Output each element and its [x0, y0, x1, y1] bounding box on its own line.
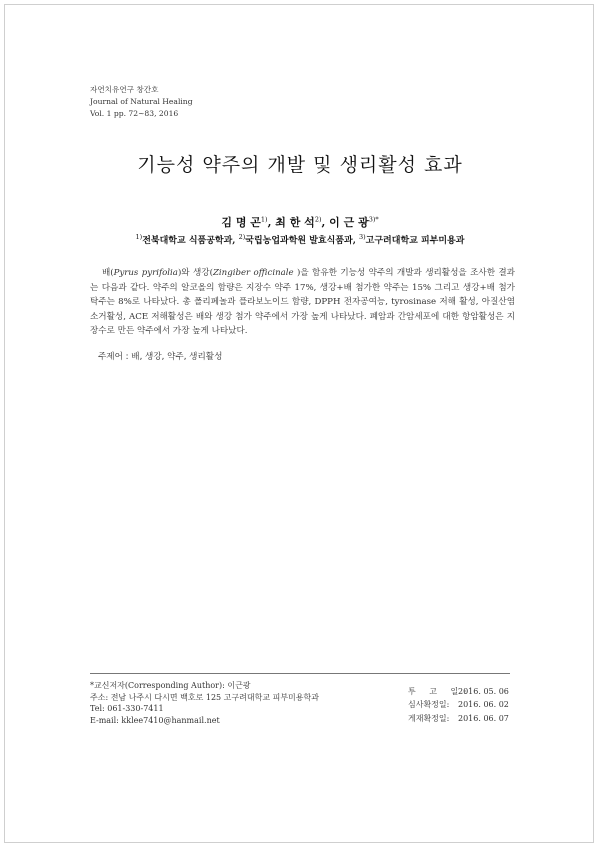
affiliation-name: 전북대학교 식품공학과 — [142, 236, 233, 246]
keywords-label: 주제어 : — [98, 352, 132, 362]
date-label: 게재확정일: — [408, 713, 450, 723]
date-value: 2016. 05. 06 — [458, 687, 509, 696]
affiliation-separator: , — [352, 236, 359, 246]
date-row-reviewed — [408, 698, 509, 711]
footnote-divider — [90, 673, 510, 674]
abstract-paragraph — [90, 266, 515, 339]
author-mark: 1) — [260, 215, 268, 224]
affiliation-mark: 1) — [135, 233, 143, 241]
author-tel: Tel: 061-330-7411 — [90, 704, 164, 714]
affiliation-mark: 2) — [238, 233, 246, 241]
scientific-name: Pyrus pyrifolia — [113, 268, 178, 278]
author-mark: 2) — [314, 215, 322, 224]
author-name: 최 한 석 — [275, 216, 315, 229]
date-row-submitted — [408, 685, 509, 698]
date-label: 투 고 일: — [408, 687, 472, 696]
author-separator: , — [267, 216, 276, 229]
journal-korean-name: 자연치유연구 창간호 — [90, 85, 159, 94]
author-email: E-mail: kklee7410@hanmail.net — [90, 715, 220, 725]
abstract-text: 배( — [102, 268, 114, 278]
journal-english-name: Journal of Natural Healing — [90, 97, 193, 106]
date-label: 심사확정일: — [408, 700, 450, 710]
author-list — [0, 214, 600, 230]
paper-title: 기능성 약주의 개발 및 생리활성 효과 — [137, 154, 463, 176]
date-row-accepted — [408, 712, 509, 725]
author-name: 이 근 광 — [329, 216, 369, 229]
abstract-text: )을 함유한 기능성 약주의 개발과 생리활성을 조사한 결과는 다음과 같다. 약주의 알코올의 함량은 지장수 약주 17%, 생강+배 첨가한 약주는 15% 그리고 생강+배 첨가 탁주는 8%로 나타났다. 총 폴리페놀과 플라보노이드 함량, DPPH 전자공여능, tyrosinase 저해 활성, 아질산염 소거활성, ACE 저해활성은 배와 생강 첨가 약주에서 가장 높게 나타났다. 폐암과 간암세포에 대한 항암활성은 지장수로 만든 약주에서 가장 높게 나타났다. — [90, 268, 515, 337]
keywords — [98, 350, 222, 362]
affiliation-separator: , — [232, 236, 239, 246]
author-address: 주소: 전남 나주시 다시면 백호로 125 고구려대학교 피부미용학과 — [90, 692, 319, 702]
scientific-name: Zingiber officinale — [212, 268, 294, 278]
affiliation-list — [0, 233, 600, 246]
journal-volume: Vol. 1 pp. 72~83, 2016 — [90, 109, 179, 118]
corresponding-author: *교신저자(Corresponding Author): 이근광 — [90, 681, 251, 690]
journal-header — [90, 84, 193, 120]
abstract — [90, 266, 515, 339]
author-separator: , — [321, 216, 330, 229]
keywords-terms: 배, 생강, 약주, 생리활성 — [131, 352, 223, 362]
affiliation-name: 국립농업과학원 발효식품과 — [245, 236, 353, 246]
affiliation-mark: 3) — [359, 233, 366, 241]
abstract-text: )와 생강( — [177, 268, 213, 278]
author-mark: 3)* — [368, 215, 379, 224]
date-value: 2016. 06. 07 — [458, 713, 509, 723]
date-value: 2016. 06. 02 — [458, 700, 509, 710]
publication-dates — [408, 685, 509, 725]
author-name: 김 명 곤 — [221, 216, 261, 229]
affiliation-name: 고구려대학교 피부미용과 — [365, 236, 465, 246]
correspondence-info — [90, 680, 319, 726]
